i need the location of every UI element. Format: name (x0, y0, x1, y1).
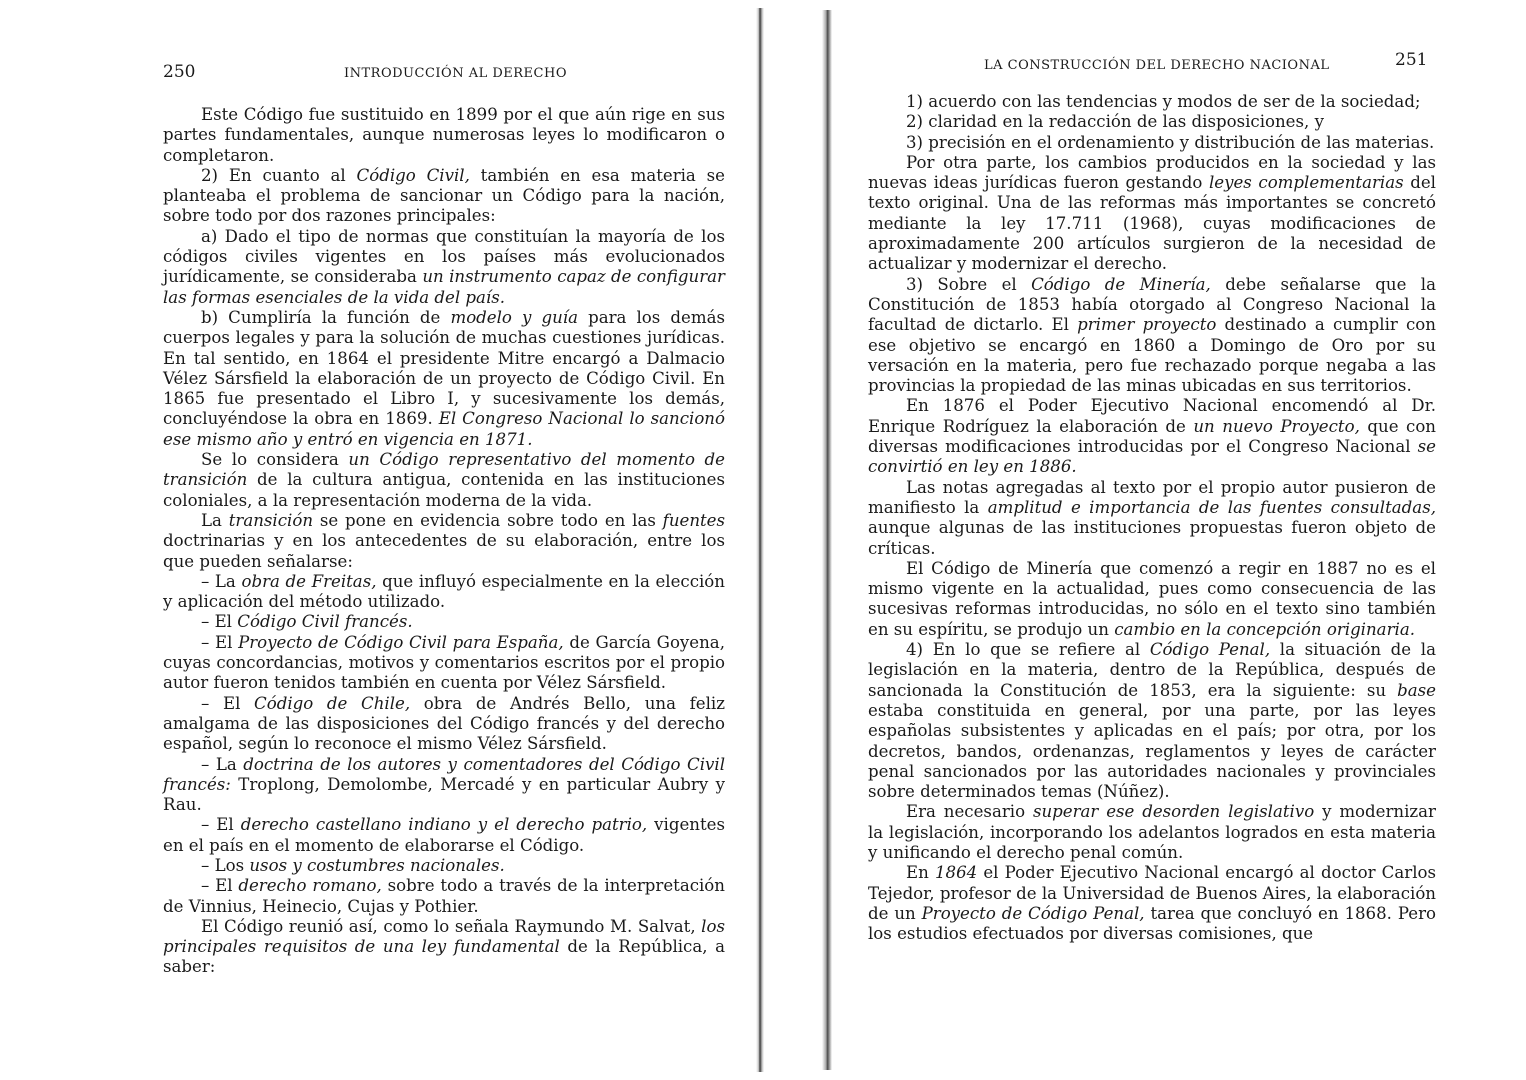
italic-text: modelo y guía (450, 307, 578, 327)
italic-text: leyes complementarias (1208, 173, 1404, 193)
paragraph (868, 396, 1436, 477)
text-run: Las notas agregadas al texto por el propio autor pusieron de manifiesto la (868, 477, 1436, 517)
italic-text: derecho romano, (238, 876, 382, 896)
text-run: Troplong, Demolombe, Mercadé y en particular Aubry y Rau. (163, 774, 725, 815)
paragraph (163, 755, 725, 816)
italic-text: Proyecto de Código Civil para España, (238, 632, 564, 652)
paragraph (163, 511, 725, 572)
italic-text: un Código representativo del momento de transición (163, 450, 725, 490)
text-run: que influyó especialmente en la elección y aplicación del método utilizado. (163, 571, 725, 612)
paragraph (163, 227, 725, 308)
text-run: 3) Sobre el (906, 274, 1032, 294)
text-run: sobre todo a través de la interpretación de Vinnius, Heinecio, Cujas y Pothier. (163, 876, 725, 916)
text-run: Este Código fue sustituido en 1899 por el que aún rige en sus partes fundamentales, aunque numerosas leyes lo modificaron o completaron. (163, 105, 725, 165)
italic-text: transición (228, 510, 314, 530)
italic-text: primer proyecto (1077, 315, 1217, 335)
text-run: de García Goyena, cuyas concordancias, motivos y comentarios escritos por el propio autor fueron tenidos también en cuenta por Vélez Sársfield. (163, 632, 725, 693)
text-run: La (201, 510, 229, 530)
text-run: la situación de la legislación en la materia, dentro de la República, después de sancionada la Constitución de 1853, era la siguiente: su (868, 640, 1436, 700)
left-page (0, 0, 760, 1080)
text-run: destinado a cumplir con ese objetivo se encargó en 1860 a Domingo de Oro por su versación en la materia, pero fue rechazado porque negaba a las provincias la propiedad de las minas ubicadas en sus territorios. (868, 315, 1436, 396)
paragraph (163, 572, 725, 613)
italic-text: se convirtió en ley en 1886. (868, 437, 1436, 477)
italic-text: Código de Chile, (254, 693, 411, 713)
text-run: – El (201, 876, 239, 896)
text-run: 1) acuerdo con las tendencias y modos de ser de la sociedad; (906, 92, 1421, 111)
text-run: El Código reunió así, como lo señala Raymundo M. Salvat, (201, 916, 702, 936)
paragraph (868, 92, 1436, 112)
italic-text: un nuevo Proyecto, (1193, 416, 1360, 436)
text-run: En 1876 el Poder Ejecutivo Nacional encomendó al Dr. Enrique Rodríguez la elaboración de (868, 396, 1436, 436)
text-run: – La (201, 754, 244, 774)
text-run: para los demás cuerpos legales y para la solución de muchas cuestiones jurídicas. En tal sentido, en 1864 el presidente Mitre encargó a Dalmacio Vélez Sársfield la elaboración de un proyecto de Código Civil. En 1865 fue presentado el Libro I, y sucesivamente los demás, concluyéndose la obra en 1869. (163, 307, 725, 429)
paragraph (868, 133, 1436, 153)
text-run: vigentes en el país en el momento de elaborarse el Código. (163, 815, 725, 855)
paragraph (868, 153, 1436, 275)
text-run: 2) claridad en la redacción de las disposiciones, y (906, 112, 1324, 132)
text-run: estaba constituida en general, por una parte, por las leyes españolas subsistentes y aplicadas en el país; por otra, por los decretos, bandos, ordenanzas, reglamentos y leyes de carácter penal sancionados por las autoridades nacionales y provinciales sobre determinados temas (Núñez). (868, 700, 1436, 802)
italic-text: fuentes (662, 510, 726, 530)
text-run: aunque algunas de las instituciones propuestas fueron objeto de críticas. (868, 518, 1436, 558)
text-run: Por otra parte, los cambios producidos en la sociedad y las nuevas ideas jurídicas fueron gestando (868, 152, 1436, 193)
paragraph (163, 105, 725, 166)
italic-text: un instrumento capaz de configurar las formas esenciales de la vida del país. (163, 267, 725, 307)
paragraph (163, 633, 725, 694)
paragraph (163, 815, 725, 856)
paragraph (163, 876, 725, 917)
paragraph (868, 802, 1436, 863)
right-text-column (868, 92, 1436, 944)
text-run: 3) precisión en el ordenamiento y distribución de las materias. (906, 132, 1435, 152)
text-run: el Poder Ejecutivo Nacional encargó al doctor Carlos Tejedor, profesor de la Universidad de Buenos Aires, la elaboración de un (868, 863, 1437, 923)
right-page (764, 0, 1526, 1080)
text-run: – El (201, 693, 255, 713)
italic-text: los principales requisitos de una ley fundamental (163, 916, 725, 957)
page-gutter (756, 8, 764, 1072)
text-run: que con diversas modificaciones introducidas por el Congreso Nacional (868, 416, 1436, 457)
running-head: INTRODUCCIÓN AL DERECHO (344, 66, 567, 81)
paragraph (163, 694, 725, 755)
text-run: b) Cumpliría la función de (201, 307, 451, 327)
paragraph (868, 559, 1436, 640)
running-head: LA CONSTRUCCIÓN DEL DERECHO NACIONAL (984, 58, 1330, 73)
paragraph (163, 612, 725, 632)
left-text-column (163, 105, 725, 978)
paragraph (868, 863, 1436, 944)
italic-text: Código Civil francés. (237, 612, 413, 632)
paragraph (868, 112, 1436, 132)
text-run: se pone en evidencia sobre todo en las (313, 510, 663, 530)
text-run: 2) En cuanto al (201, 165, 357, 185)
text-run: del texto original. Una de las reformas más importantes se concretó mediante la ley 17.711 (1968), cuyas modificaciones de aproximadamente 200 artículos surgieron de la necesidad de actualizar y modernizar el derecho. (868, 173, 1436, 274)
italic-text: 1864 (934, 863, 978, 883)
paragraph (868, 478, 1436, 559)
italic-text: superar ese desorden legislativo (1032, 802, 1315, 822)
italic-text: Proyecto de Código Penal, (921, 903, 1145, 923)
text-run: obra de Andrés Bello, una feliz amalgama de las disposiciones del Código francés y del derecho español, según lo reconoce el mismo Vélez Sársfield. (163, 693, 725, 754)
text-run: – La (201, 571, 242, 591)
text-run: y modernizar la legislación, incorporando los adelantos logrados en esta materia y unificando el derecho penal común. (868, 802, 1436, 862)
text-run: – El (201, 815, 241, 835)
text-run: Era necesario (906, 802, 1033, 822)
italic-text: Código de Minería, (1031, 274, 1211, 294)
text-run: – El (201, 612, 238, 632)
italic-text: cambio en la concepción originaria. (1114, 619, 1415, 639)
italic-text: usos y costumbres nacionales. (249, 855, 505, 875)
paragraph (163, 308, 725, 450)
paragraph (868, 275, 1436, 397)
text-run: En (906, 863, 935, 883)
text-run: a) Dado el tipo de normas que constituían la mayoría de los códigos civiles vigentes en los países más evolucionados jurídicamente, se consideraba (163, 226, 725, 287)
text-run: El Código de Minería que comenzó a regir en 1887 no es el mismo vigente en la actualidad, pues como consecuencia de las sucesivas reformas introducidas, no sólo en el texto sino también en su espíritu, se produjo un (868, 558, 1436, 639)
text-run: debe señalarse que la Constitución de 1853 había otorgado al Congreso Nacional la facultad de dictarlo. El (868, 274, 1437, 335)
text-run: también en esa materia se planteaba el problema de sancionar un Código para la nación, sobre todo por dos razones principales: (163, 165, 725, 226)
text-run: de la República, a saber: (163, 937, 725, 977)
italic-text: amplitud e importancia de las fuentes consultadas, (987, 497, 1436, 517)
text-run: Se lo considera (201, 450, 349, 470)
page-number: 251 (1395, 50, 1428, 70)
text-run: – Los (201, 855, 250, 875)
italic-text: doctrina de los autores y comentadores del Código Civil francés: (163, 754, 725, 794)
italic-text: derecho castellano indiano y el derecho patrio, (240, 815, 648, 835)
text-run: – El (201, 632, 239, 652)
page-number: 250 (163, 62, 196, 82)
text-run: tarea que concluyó en 1868. Pero los estudios efectuados por diversas comisiones, que (868, 903, 1436, 944)
paragraph (163, 450, 725, 511)
italic-text: El Congreso Nacional lo sancionó ese mismo año y entró en vigencia en 1871. (163, 409, 725, 449)
text-run: doctrinarias y en los antecedentes de su elaboración, entre los que pueden señalarse: (163, 531, 725, 571)
paragraph (163, 166, 725, 227)
italic-text: Código Civil, (356, 165, 470, 185)
text-run: de la cultura antigua, contenida en las instituciones coloniales, a la representación moderna de la vida. (163, 470, 725, 510)
paragraph (868, 640, 1436, 802)
italic-text: Código Penal, (1149, 640, 1271, 660)
paragraph (163, 917, 725, 978)
italic-text: base (1397, 680, 1436, 700)
italic-text: obra de Freitas, (241, 571, 377, 591)
paragraph (163, 856, 725, 876)
text-run: 4) En lo que se refiere al (906, 640, 1150, 660)
